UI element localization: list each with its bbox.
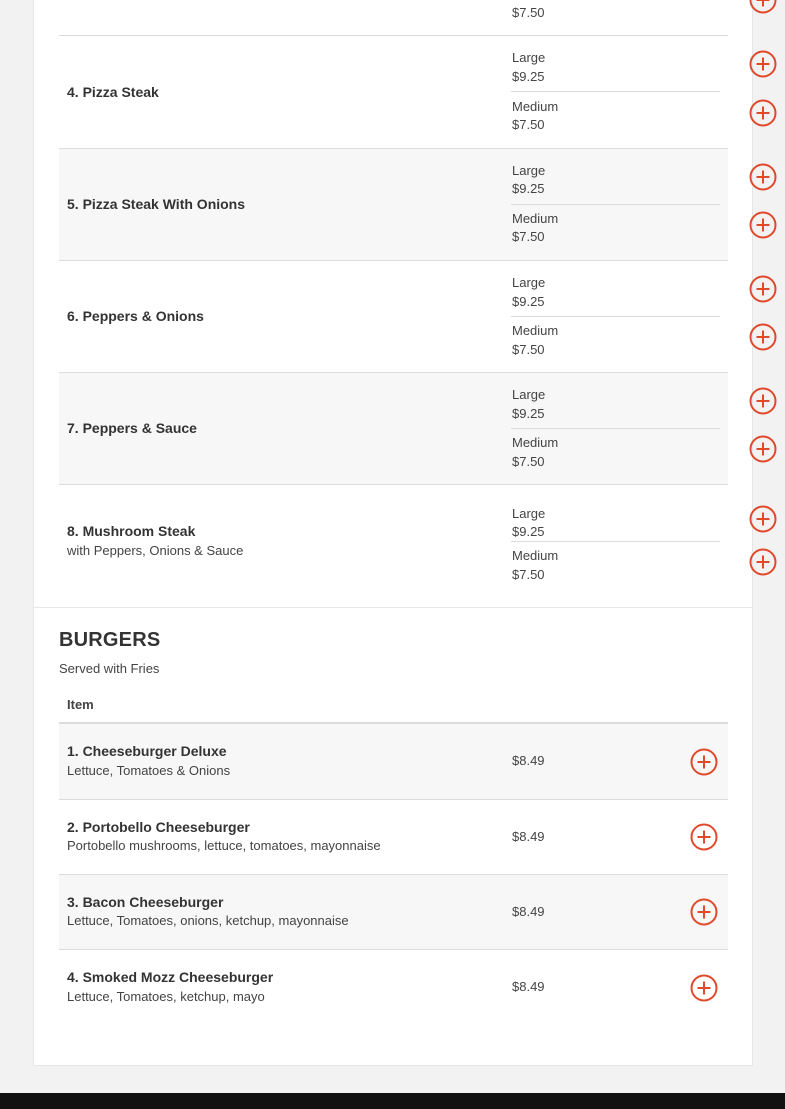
option-price: $9.25	[512, 294, 545, 309]
menu-row	[59, 875, 728, 950]
option-size: Large	[512, 506, 546, 521]
add-item-button[interactable]	[690, 898, 718, 926]
plus-circle-icon	[749, 99, 777, 127]
item-description: Lettuce, Tomatoes, onions, ketchup, mayonnaise	[67, 913, 349, 928]
item-price: $8.49	[512, 904, 545, 919]
plus-circle-icon	[690, 823, 718, 851]
add-item-button[interactable]	[690, 823, 718, 851]
add-item-button[interactable]	[749, 275, 777, 303]
size-option	[511, 155, 720, 205]
add-item-button[interactable]	[749, 50, 777, 78]
plus-circle-icon	[690, 974, 718, 1002]
plus-circle-icon	[749, 163, 777, 191]
footer-bar	[0, 1093, 785, 1109]
option-price: $7.50	[512, 5, 545, 20]
option-size: Large	[512, 163, 546, 178]
item-description: Portobello mushrooms, lettuce, tomatoes, mayonnaise	[67, 838, 381, 853]
option-price: $9.25	[512, 69, 545, 84]
menu-row	[59, 950, 728, 1026]
plus-circle-icon	[749, 50, 777, 78]
add-item-button[interactable]	[690, 974, 718, 1002]
option-size: Medium	[512, 435, 559, 450]
pizza-steaks-section	[33, 0, 753, 608]
add-item-button[interactable]	[749, 211, 777, 239]
add-item-button[interactable]	[749, 0, 777, 14]
add-item-button[interactable]	[690, 748, 718, 776]
item-description: with Peppers, Onions & Sauce	[67, 543, 244, 558]
plus-circle-icon	[749, 0, 777, 14]
size-option	[511, 317, 720, 367]
option-price: $7.50	[512, 229, 545, 244]
size-option	[511, 0, 720, 35]
size-option	[511, 42, 720, 92]
option-price: $9.25	[512, 181, 545, 196]
option-price: $7.50	[512, 117, 545, 132]
option-size: Medium	[512, 323, 559, 338]
add-item-button[interactable]	[749, 505, 777, 533]
option-price: $7.50	[512, 342, 545, 357]
item-price: $8.49	[512, 979, 545, 994]
option-size: Large	[512, 50, 546, 65]
option-size: Medium	[512, 548, 559, 563]
plus-circle-icon	[749, 435, 777, 463]
item-name: 6. Peppers & Onions	[67, 308, 204, 324]
item-name: 3. Bacon Cheeseburger	[67, 894, 224, 910]
plus-circle-icon	[749, 211, 777, 239]
add-item-button[interactable]	[749, 435, 777, 463]
add-item-button[interactable]	[749, 99, 777, 127]
size-option	[511, 542, 720, 592]
option-price: $7.50	[512, 567, 545, 582]
add-item-button[interactable]	[749, 548, 777, 576]
item-name: 5. Pizza Steak With Onions	[67, 196, 246, 212]
plus-circle-icon	[749, 323, 777, 351]
item-description: Lettuce, Tomatoes, ketchup, mayo	[67, 989, 265, 1004]
size-option	[511, 205, 720, 255]
menu-row	[59, 373, 728, 485]
size-option	[511, 267, 720, 317]
column-header	[59, 693, 728, 724]
add-item-button[interactable]	[749, 387, 777, 415]
menu-row	[59, 149, 728, 261]
add-item-button[interactable]	[749, 163, 777, 191]
column-header-item: Item	[67, 697, 94, 712]
option-price: $9.25	[512, 406, 545, 421]
burgers-section	[33, 608, 753, 1066]
item-name: 4. Smoked Mozz Cheeseburger	[67, 969, 274, 985]
plus-circle-icon	[749, 275, 777, 303]
menu-row	[59, 36, 728, 149]
option-size: Large	[512, 275, 546, 290]
section-title: BURGERS	[59, 629, 161, 651]
add-item-button[interactable]	[749, 323, 777, 351]
item-name: 2. Portobello Cheeseburger	[67, 819, 250, 835]
menu-row	[59, 800, 728, 875]
item-name: 1. Cheeseburger Deluxe	[67, 743, 227, 759]
item-name: 8. Mushroom Steak	[67, 523, 196, 539]
plus-circle-icon	[749, 387, 777, 415]
option-size: Large	[512, 387, 546, 402]
size-option	[511, 429, 720, 479]
section-subtitle: Served with Fries	[59, 661, 160, 676]
menu-row	[59, 485, 728, 599]
size-option	[511, 379, 720, 429]
size-option	[511, 491, 720, 542]
option-size: Medium	[512, 211, 559, 226]
plus-circle-icon	[749, 548, 777, 576]
item-description: Lettuce, Tomatoes & Onions	[67, 763, 231, 778]
option-size: Medium	[512, 99, 559, 114]
plus-circle-icon	[690, 748, 718, 776]
menu-row	[59, 724, 728, 800]
item-price: $8.49	[512, 829, 545, 844]
size-option	[511, 93, 720, 143]
menu-row	[59, 261, 728, 373]
menu-row	[59, 0, 728, 36]
plus-circle-icon	[690, 898, 718, 926]
item-price: $8.49	[512, 753, 545, 768]
option-price: $7.50	[512, 454, 545, 469]
plus-circle-icon	[749, 505, 777, 533]
item-name: 7. Peppers & Sauce	[67, 420, 197, 436]
option-price: $9.25	[512, 524, 545, 539]
item-name: 4. Pizza Steak	[67, 84, 159, 100]
